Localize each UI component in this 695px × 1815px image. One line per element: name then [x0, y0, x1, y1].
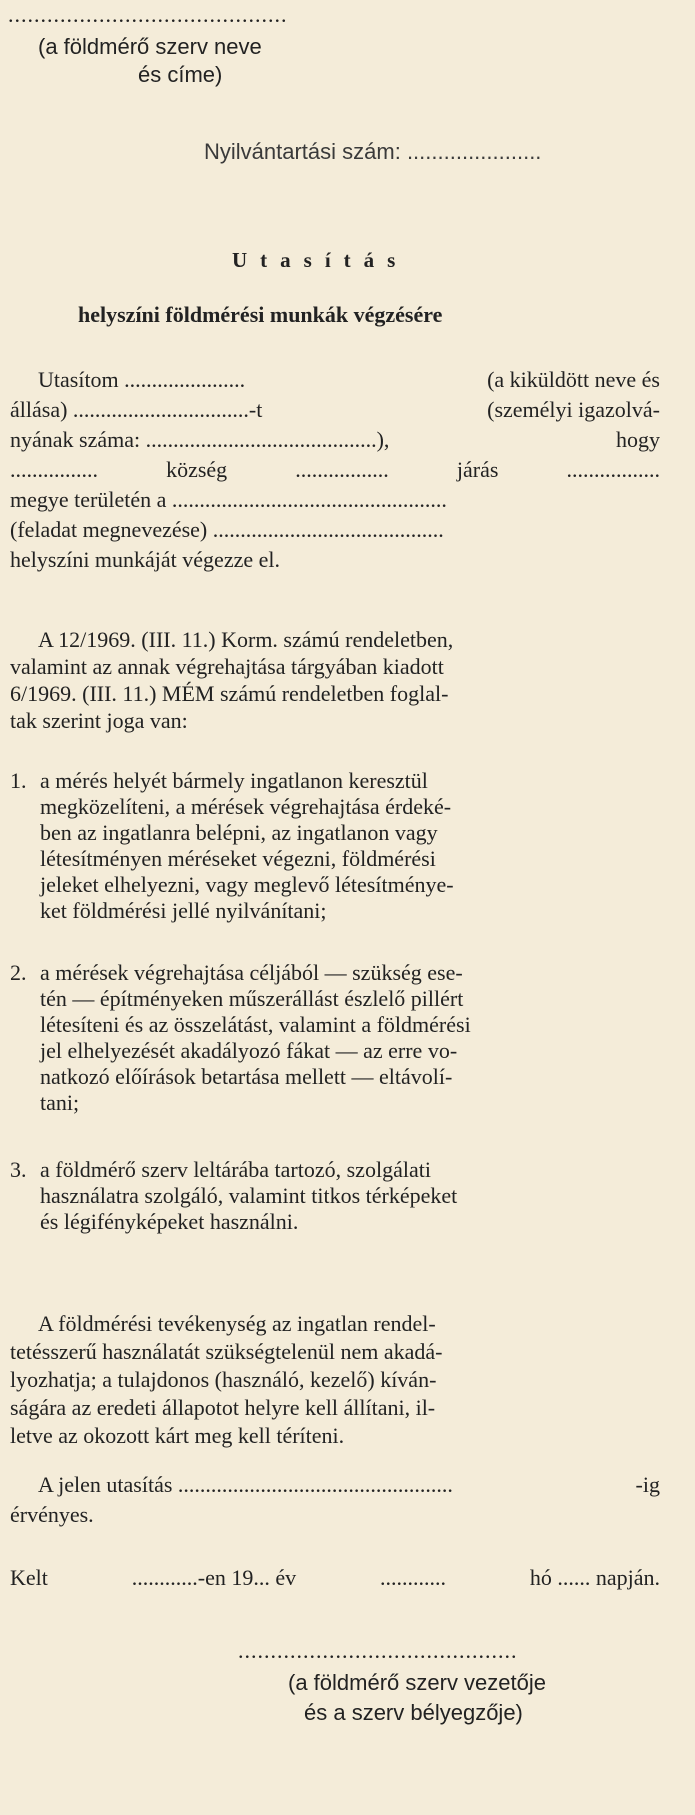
item-number: 3. — [10, 1157, 27, 1182]
intro-line-7 — [10, 545, 660, 575]
signature-dots: ........................................... — [238, 1638, 518, 1663]
intro-text: község — [166, 457, 228, 482]
item-line: létesíteni és az összelátást, valamint a földmérési — [40, 1012, 471, 1037]
intro-text: ................ — [10, 457, 98, 482]
dated-text: Kelt — [10, 1565, 48, 1590]
list-item-1 — [10, 768, 662, 924]
top-dots: ........................................... — [8, 2, 288, 27]
item-line: a földmérő szerv leltárába tartozó, szolgálati — [40, 1157, 431, 1182]
validity-line-2: érvényes. — [10, 1502, 94, 1527]
intro-text: (feladat megnevezése) .......................................... — [10, 517, 444, 542]
item-line: ket földmérési jellé nyilvánítani; — [40, 898, 327, 923]
item-line: a mérések végrehajtása céljából — szükség ese- — [40, 960, 463, 985]
legal-line — [10, 707, 660, 734]
intro-text: hogy — [616, 427, 660, 452]
item-line: megközelíteni, a mérések végrehajtása érdeké- — [40, 794, 452, 819]
intro-text: nyának száma: ..........................................), — [10, 427, 390, 452]
intro-line-5 — [10, 485, 660, 515]
closing-paragraph — [10, 1310, 660, 1450]
intro-line-1 — [10, 365, 660, 395]
validity-text: -ig — [635, 1472, 660, 1497]
dated-text: ............ — [379, 1565, 446, 1590]
legal-basis-paragraph — [10, 626, 660, 734]
item-line: és légifényképeket használni. — [40, 1209, 299, 1234]
list-item-2 — [10, 960, 662, 1116]
intro-text: megye területén a .................................................. — [10, 487, 447, 512]
legal-text: valamint az annak végrehajtása tárgyában kiadott — [10, 654, 444, 679]
intro-text: Utasítom ...................... — [38, 367, 246, 392]
document-title: Utasítás — [232, 248, 409, 272]
org-address-label: és címe) — [138, 62, 223, 87]
item-line: létesítményen méréseket végezni, földmérési — [40, 846, 436, 871]
intro-line-4 — [10, 455, 660, 485]
legal-line — [10, 680, 660, 707]
legal-text: 6/1969. (III. 11.) MÉM számú rendeletben foglal- — [10, 681, 449, 706]
intro-line-2 — [10, 395, 660, 425]
validity-block — [10, 1470, 660, 1530]
closing-line: letve az okozott kárt meg kell téríteni. — [10, 1423, 345, 1448]
intro-text: járás — [456, 457, 499, 482]
item-line: ben az ingatlanra belépni, az ingatlanon vagy — [40, 820, 438, 845]
item-line: jel elhelyezését akadályozó fákat — az erre vo- — [40, 1038, 458, 1063]
item-line: jeleket elhelyezni, vagy meglevő létesítménye- — [40, 872, 454, 897]
legal-text: tak szerint joga van: — [10, 708, 188, 733]
validity-line-1 — [10, 1470, 660, 1500]
intro-line-3 — [10, 425, 660, 455]
dated-line — [10, 1565, 660, 1591]
item-line: használatra szolgáló, valamint titkos térképeket — [40, 1183, 458, 1208]
dated-text: ............-en 19... év — [131, 1565, 297, 1590]
closing-line: A földmérési tevékenység az ingatlan rendel- — [38, 1311, 436, 1336]
item-number: 2. — [10, 960, 27, 985]
org-name-label: (a földmérő szerv neve — [38, 34, 262, 59]
legal-text: A 12/1969. (III. 11.) Korm. számú rendeletben, — [38, 627, 454, 652]
item-line: natkozó előírások betartása mellett — eltávolí- — [40, 1064, 453, 1089]
document-subtitle: helyszíni földmérési munkák végzésére — [78, 302, 443, 327]
dated-text: hó ...... napján. — [529, 1565, 660, 1590]
item-line: tani; — [40, 1090, 80, 1115]
item-line: a mérés helyét bármely ingatlanon keresztül — [40, 768, 428, 793]
item-number: 1. — [10, 768, 27, 793]
intro-line-6 — [10, 515, 660, 545]
closing-line: ságára az eredeti állapotot helyre kell állítani, il- — [10, 1395, 436, 1420]
closing-line: tetésszerű használatát szükségtelenül nem akadá- — [10, 1339, 443, 1364]
registration-number-field: Nyilvántartási szám: ...................... — [204, 139, 542, 164]
intro-text: ................. — [566, 457, 660, 482]
item-line: tén — építményeken műszerállást észlelő pillért — [40, 986, 464, 1011]
intro-text: helyszíni munkáját végezze el. — [10, 547, 280, 572]
signature-label: (a földmérő szerv vezetője — [288, 1670, 546, 1695]
intro-text: (személyi igazolvá- — [487, 397, 660, 422]
intro-block — [10, 365, 660, 575]
list-item-3 — [10, 1157, 662, 1235]
dated-row — [10, 1565, 660, 1591]
intro-text: (a kiküldött neve és — [487, 367, 660, 392]
closing-line: lyozhatja; a tulajdonos (használó, kezelő) kíván- — [10, 1367, 437, 1392]
stamp-label: és a szerv bélyegzője) — [304, 1700, 523, 1725]
legal-line — [10, 626, 660, 653]
intro-text: ................. — [295, 457, 389, 482]
intro-text: állása) ................................-t — [10, 397, 263, 422]
validity-text: A jelen utasítás .................................................. — [38, 1472, 453, 1497]
legal-line — [10, 653, 660, 680]
